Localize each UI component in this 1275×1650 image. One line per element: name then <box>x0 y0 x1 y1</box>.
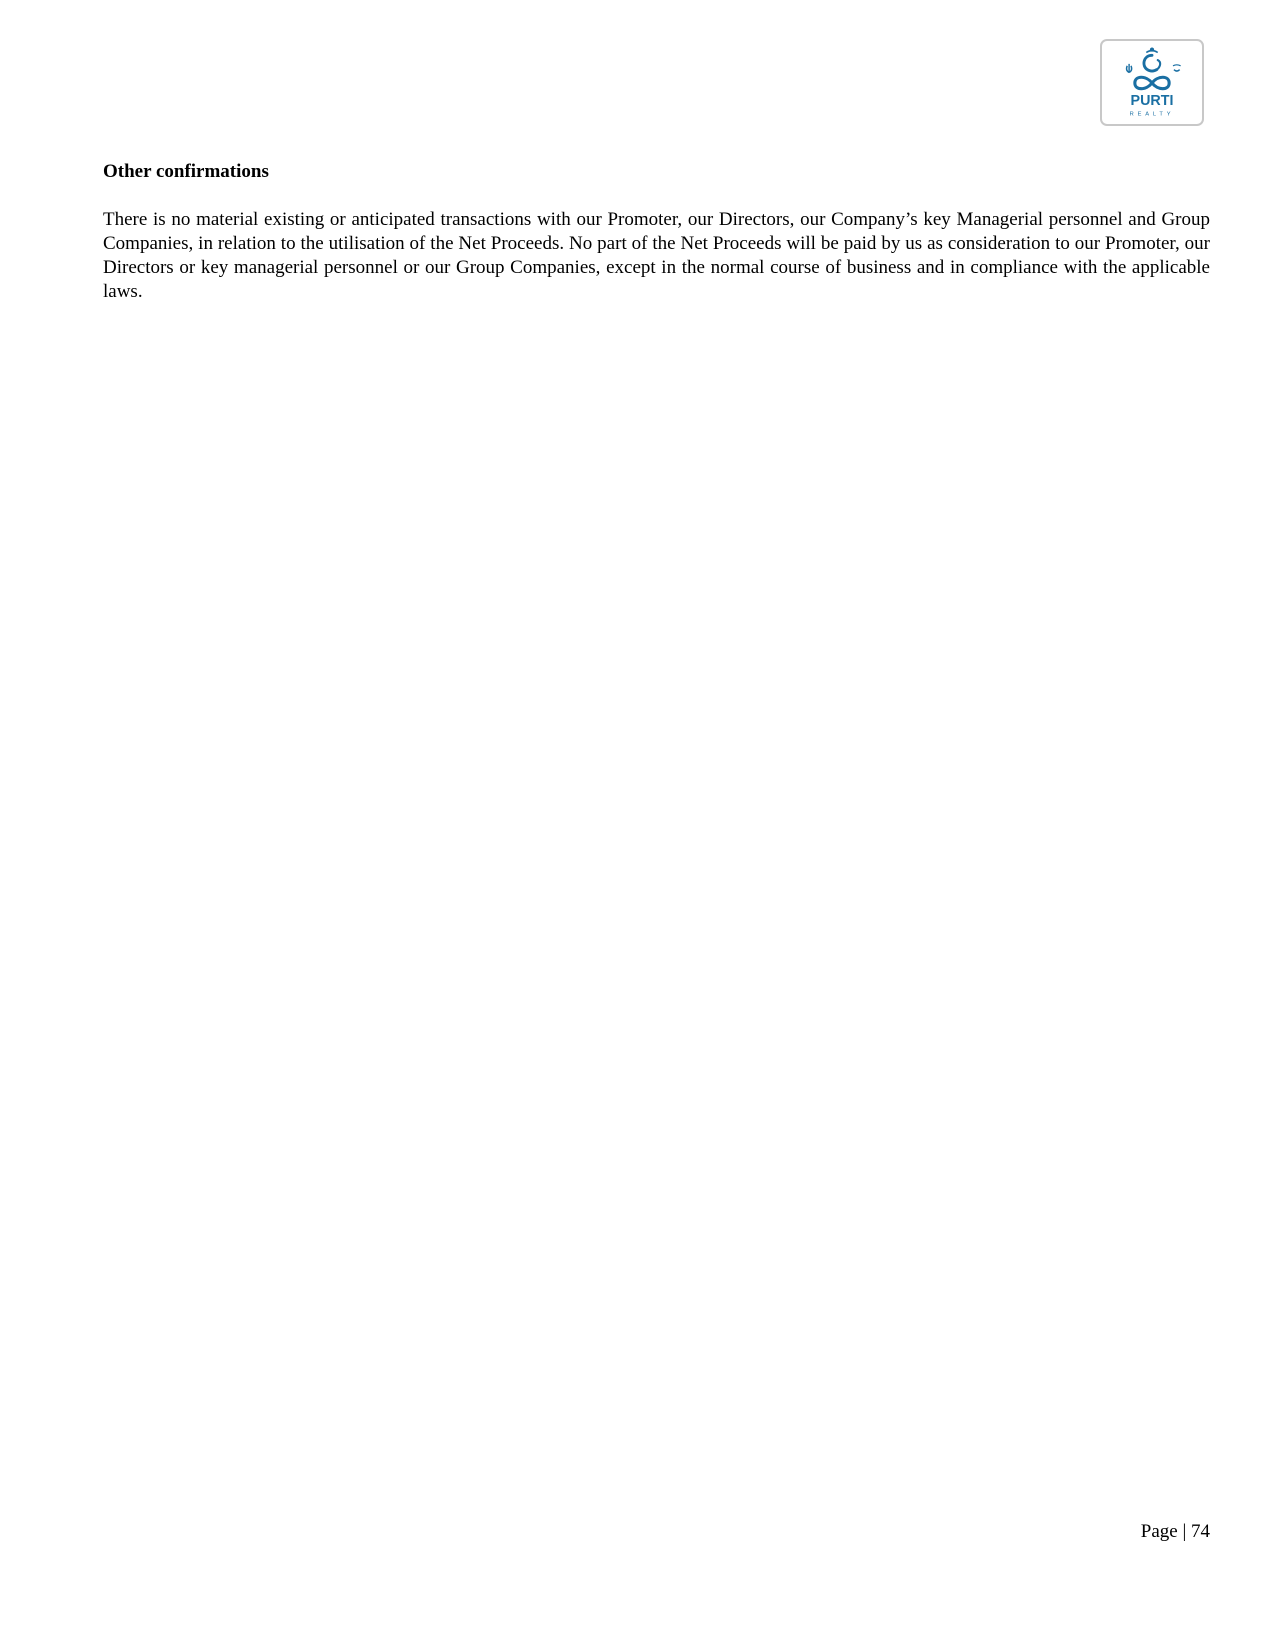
purti-realty-logo-icon <box>1102 41 1202 124</box>
section-heading: Other confirmations <box>103 161 269 182</box>
logo-tagline: REALTY <box>1129 111 1175 118</box>
page-separator: | <box>1182 1521 1187 1542</box>
section-paragraph: There is no material existing or anticipated transactions with our Promoter, our Directors, our Company’s key Managerial personnel and Group Companies, in relation to the utilisation of the Net Proceeds. No part of the Net Proceeds will be paid by us as consideration to our Promoter, our Directors or key managerial personnel or our Group Companies, except in the normal course of business and in compliance with the applicable laws. <box>103 209 1210 302</box>
page-footer <box>1141 1520 1210 1544</box>
page-number: 74 <box>1191 1521 1210 1542</box>
logo-brand-name: PURTI <box>1130 92 1174 109</box>
page-label: Page <box>1140 1521 1178 1542</box>
company-logo <box>1100 39 1204 126</box>
